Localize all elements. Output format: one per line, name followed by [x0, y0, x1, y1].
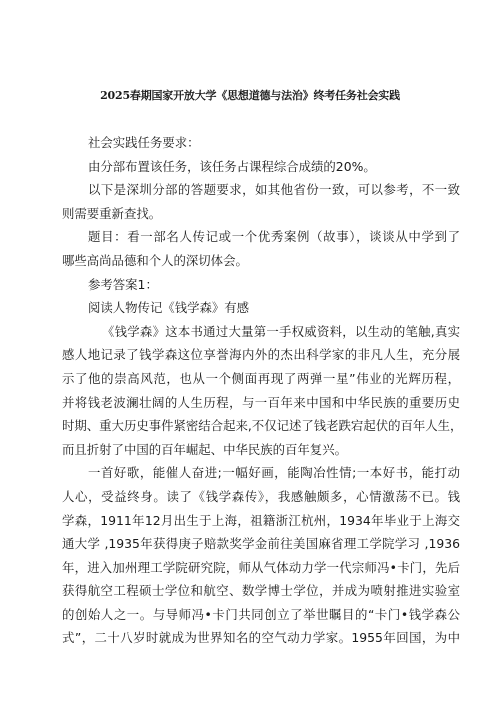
- paragraph-line: 获得航空工程硕士学位和航空、数学博士学位，并成为喷射推进实验室: [62, 583, 460, 599]
- paragraph-line: 学森，1911年12月出生于上海，祖籍浙江杭州，1934年毕业于上海交: [62, 512, 460, 528]
- paragraph-line: 参考答案1：: [88, 276, 158, 292]
- paragraph-line: 通大学 ,1935年获得庚子赔款奖学金前往美国麻省理工学院学习 ,1936: [62, 536, 460, 552]
- paragraph-line: 哪些高尚品德和个人的深切体会。: [62, 252, 248, 268]
- paragraph-line: 示了他的崇高风范，也从一个侧面再现了两弹一星”伟业的光辉历程，: [62, 370, 460, 386]
- paragraph-line: 题目：看一部名人传记或一个优秀案例（故事），谈谈从中学到了: [88, 229, 460, 245]
- paragraph-line: 阅读人物传记《钱学森》有感: [88, 300, 250, 316]
- document-title: 2025春期国家开放大学《思想道德与法治》终考任务社会实践: [100, 89, 400, 102]
- paragraph-line: 的创始人之一。与导师冯•卡门共同创立了举世瞩目的“卡门•钱学森公: [62, 606, 460, 622]
- paragraph-line: 由分部布置该任务，该任务占课程综合成绩的20%。: [88, 158, 376, 174]
- paragraph-line: 人心，受益终身。读了《钱学森传》，我感触颇多，心情激荡不已。钱: [62, 488, 460, 504]
- paragraph-line: 式”，二十八岁时就成为世界知名的空气动力学家。1955年回国，为中: [62, 630, 460, 646]
- paragraph-line: 一首好歌，能催人奋进;一幅好画，能陶冶性情;一本好书，能打动: [88, 465, 460, 481]
- paragraph-line: 而且折射了中国的百年崛起、中华民族的百年复兴。: [62, 441, 347, 457]
- document-body: [62, 131, 463, 650]
- paragraph-line: 并将钱老波澜壮阔的人生历程，与一百年来中国和中华民族的重要历史: [62, 394, 460, 410]
- paragraph-line: 社会实践任务要求：: [88, 135, 200, 150]
- paragraph-line: 感人地记录了钱学森这位享誉海内外的杰出科学家的非凡人生，充分展: [62, 347, 460, 363]
- paragraph-line: 年，进入加州理工学院研究院，师从气体动力学一代宗师冯•卡门，先后: [62, 559, 460, 575]
- paragraph-line: 时期、重大历史事件紧密结合起来,不仅记述了钱老跌宕起伏的百年人生，: [62, 418, 463, 434]
- paragraph-line: 以下是深圳分部的答题要求，如其他省份一致，可以参考，不一致: [88, 182, 460, 198]
- paragraph-line: 《钱学森》这本书通过大量第一手权威资料，以生动的笔触,真实: [102, 323, 460, 339]
- paragraph-line: 则需要重新查找。: [62, 205, 162, 221]
